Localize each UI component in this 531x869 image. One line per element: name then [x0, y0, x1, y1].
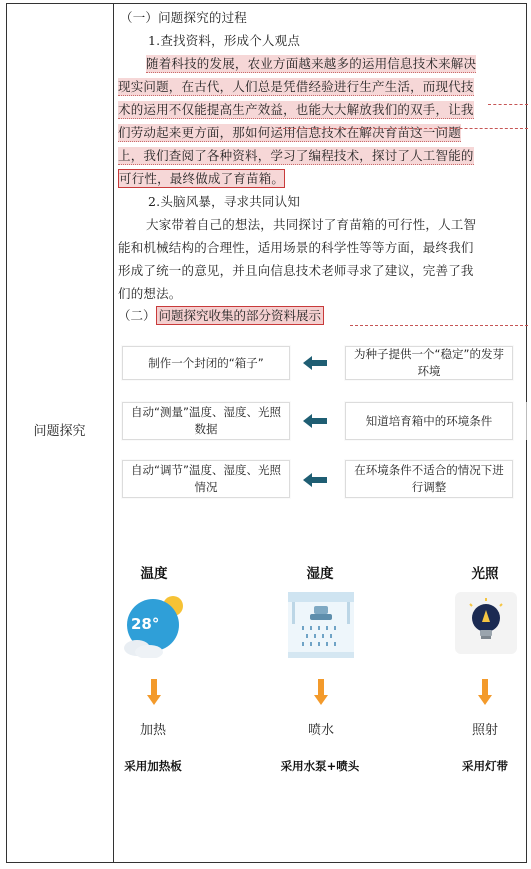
action-spray: 喷水 — [307, 723, 334, 738]
para1-line-5: 上，我们查阅了各种资料，学习了编程技术，探讨了人工智能的 — [118, 148, 474, 163]
method-heating-plate: 采用加热板 — [124, 759, 182, 773]
section2-title: 问题探究收集的部分资料展示 — [156, 306, 325, 325]
margin-marker — [526, 402, 531, 440]
water-spray-icon — [288, 592, 354, 658]
left-cell-label: 问题探究 — [33, 424, 86, 439]
section2-heading — [118, 306, 324, 326]
section2-prefix: （二） — [118, 308, 156, 323]
comment-leader-2 — [278, 128, 528, 129]
down-arrow-icon — [478, 679, 492, 705]
para2-line-4: 们的想法。 — [118, 286, 182, 301]
method-light-strip: 采用灯带 — [462, 759, 508, 773]
step1-title: 1.查找资料，形成个人观点 — [148, 33, 301, 48]
flow-left-1: 制作一个封闭的“箱子” — [122, 346, 290, 380]
section-process — [118, 6, 522, 305]
flow-left-2: 自动“测量”温度、湿度、光照数据 — [122, 402, 290, 440]
para2-line-3: 形成了统一的意见，并且向信息技术老师寻求了建议，完善了我 — [118, 263, 474, 278]
para1-line-3: 术的运用不仅能提高生产效益，也能大大解放我们的双手，让我 — [118, 102, 474, 117]
para1 — [118, 52, 522, 190]
para1-line-6: 可行性，最终做成了育苗箱。 — [119, 171, 285, 186]
left-arrow-icon — [303, 356, 327, 370]
flow-right-1: 为种子提供一个“稳定”的发芽环境 — [345, 346, 513, 380]
flow-right-3: 在环境条件不适合的情况下进行调整 — [345, 460, 513, 498]
para1-line-4: 们劳动起来更方面，那如何运用信息技术在解决育苗这一问题 — [118, 125, 461, 140]
section1-heading: （一）问题探究的过程 — [120, 10, 248, 25]
flow-left-3: 自动“调节”温度、湿度、光照情况 — [122, 460, 290, 498]
action-heating: 加热 — [139, 723, 166, 738]
comment-leader-1 — [488, 104, 528, 105]
method-pump-nozzle: 采用水泵+喷头 — [280, 759, 360, 773]
down-arrow-icon — [314, 679, 328, 705]
para1-line-2: 现实问题，在古代，人们总是凭借经验进行生产生活，而现代技 — [118, 79, 474, 94]
column-title-light: 光照 — [471, 566, 499, 582]
comment-leader-3 — [350, 325, 528, 326]
para2-line-2: 能和机械结构的合理性，适用场景的科学性等等方面，最终我们 — [118, 240, 474, 255]
action-illuminate: 照射 — [471, 723, 498, 738]
left-arrow-icon — [303, 473, 327, 487]
light-bulb-icon — [455, 592, 517, 654]
flow-right-2: 知道培育箱中的环境条件 — [345, 402, 513, 440]
column-title-humidity: 湿度 — [306, 566, 334, 582]
column-title-temperature: 温度 — [140, 566, 168, 582]
left-arrow-icon — [303, 414, 327, 428]
step2-title: 2.头脑风暴，寻求共同认知 — [148, 194, 301, 209]
weather-temperature-icon — [121, 592, 187, 658]
temperature-value-text: 28° — [131, 615, 160, 633]
para1-line-1: 随着科技的发展，农业方面越来越多的运用信息技术来解决 — [146, 56, 477, 71]
para2-line-1: 大家带着自己的想法，共同探讨了育苗箱的可行性，人工智 — [146, 217, 477, 232]
down-arrow-icon — [147, 679, 161, 705]
